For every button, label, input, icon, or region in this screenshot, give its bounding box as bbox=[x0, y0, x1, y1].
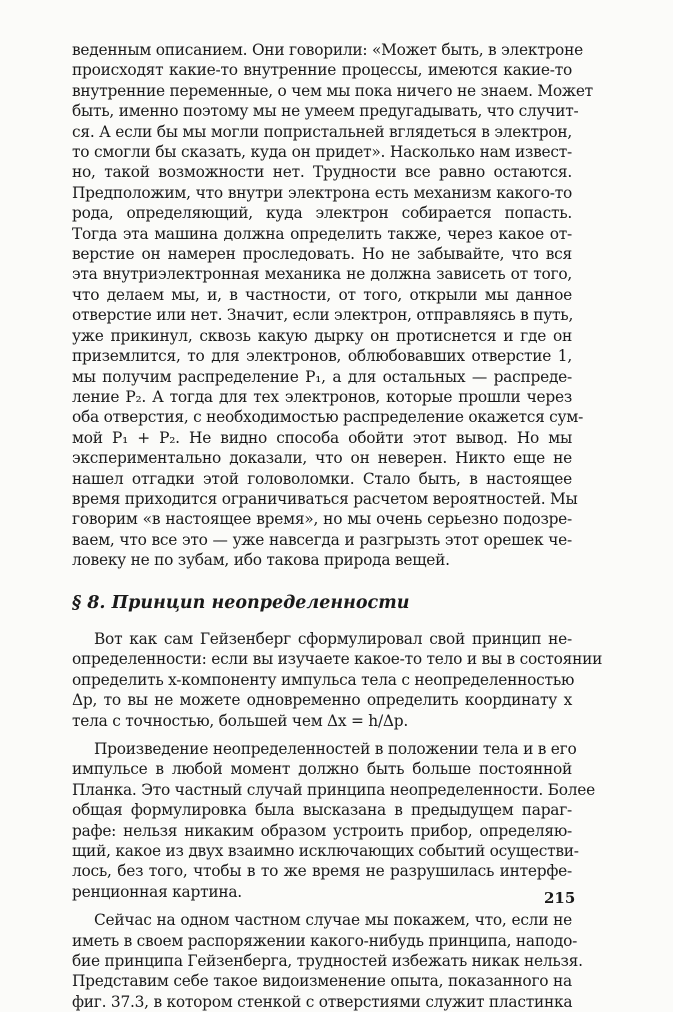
text-line: приземлится, то для электронов, облюбовавших отверстие 1, bbox=[72, 347, 572, 366]
paragraph-3 bbox=[72, 739, 595, 902]
text-line: ся. А если бы мы могли попристальней вглядеться в электрон, bbox=[72, 122, 572, 141]
text-line: Тогда эта машина должна определить также, через какое от- bbox=[72, 224, 572, 243]
text-line: что делаем мы, и, в частности, от того, открыли мы данное bbox=[72, 285, 572, 304]
text-line: Произведение неопределенностей в положении тела и в его bbox=[94, 740, 577, 758]
text-line: эта внутриэлектронная механика не должна зависеть от того, bbox=[72, 265, 572, 284]
paragraph-2 bbox=[72, 629, 603, 731]
text-line: ваем, что все это — уже навсегда и разгрызть этот орешек че- bbox=[72, 530, 572, 549]
text-line: Предположим, что внутри электрона есть механизм какого-то bbox=[72, 183, 572, 202]
text-line: Представим себе такое видоизменение опыта, показанного на bbox=[72, 972, 572, 991]
text-line: экспериментально доказали, что он неверен. Никто еще не bbox=[72, 449, 572, 468]
text-line: мы получим распределение P₁, а для остальных — распреде- bbox=[72, 367, 572, 386]
text-line: рафе: нельзя никаким образом устроить прибор, определяю- bbox=[72, 821, 572, 840]
text-line: фиг. 37.3, в котором стенкой с отверстиями служит пластинка bbox=[72, 992, 573, 1011]
text-line: то смогли бы сказать, куда он придет». Насколько нам извест- bbox=[72, 143, 572, 162]
text-line: Вот как сам Гейзенберг сформулировал свой принцип не- bbox=[94, 629, 572, 648]
text-line: Сейчас на одном частном случае мы покажем, что, если не bbox=[94, 911, 572, 930]
text-line: щий, какое из двух взаимно исключающих событий осуществи- bbox=[72, 842, 579, 861]
text-line: общая формулировка была высказана в предыдущем параг- bbox=[72, 801, 572, 820]
text-line: определить x-компоненту импульса тела с неопределенностью bbox=[72, 670, 575, 689]
text-line: бие принципа Гейзенберга, трудностей избежать никак нельзя. bbox=[72, 952, 583, 971]
text-line: иметь в своем распоряжении какого-нибудь принципа, наподо- bbox=[72, 931, 578, 950]
section-heading: § 8. Принцип неопределенности bbox=[72, 592, 410, 613]
text-line: время приходится ограничиваться расчетом вероятностей. Мы bbox=[72, 489, 578, 508]
text-line: мой P₁ + P₂. Не видно способа обойти этот вывод. Но мы bbox=[72, 428, 572, 447]
paragraph-1 bbox=[72, 40, 593, 571]
text-line: но, такой возможности нет. Трудности все равно остаются. bbox=[72, 163, 572, 182]
paragraph-4 bbox=[72, 910, 583, 1012]
text-line: импульсе в любой момент должно быть больше постоянной bbox=[72, 760, 572, 779]
text-line: тела с точностью, большей чем Δx = h/Δp. bbox=[72, 711, 408, 730]
text-line: рода, определяющий, куда электрон собирается попасть. bbox=[72, 204, 572, 223]
text-line: оба отверстия, с необходимостью распределение окажется сум- bbox=[72, 408, 584, 427]
text-line: уже прикинул, сквозь какую дырку он протиснется и где он bbox=[72, 326, 572, 345]
text-block bbox=[72, 40, 603, 1012]
text-line: отверстие или нет. Значит, если электрон, отправляясь в путь, bbox=[72, 306, 574, 325]
text-line: веденным описанием. Они говорили: «Может быть, в электроне bbox=[72, 41, 583, 59]
text-line: происходят какие-то внутренние процессы, имеются какие-то bbox=[72, 61, 572, 80]
text-line: внутренние переменные, о чем мы пока ничего не знаем. Может bbox=[72, 81, 593, 100]
text-line: Δp, то вы не можете одновременно определить координату x bbox=[72, 691, 572, 710]
page-number: 215 bbox=[544, 889, 576, 907]
text-line: Планка. Это частный случай принципа неопределенности. Более bbox=[72, 780, 595, 799]
text-line: верстие он намерен проследовать. Но не забывайте, что вся bbox=[72, 245, 572, 264]
text-line: говорим «в настоящее время», но мы очень серьезно подозре- bbox=[72, 510, 572, 529]
text-line: ловеку не по зубам, ибо такова природа вещей. bbox=[72, 551, 450, 570]
text-line: лось, без того, чтобы в то же время не разрушилась интерфе- bbox=[72, 862, 572, 881]
text-line: определенности: если вы изучаете какое-то тело и вы в состоянии bbox=[72, 650, 603, 669]
text-line: нашел отгадки этой головоломки. Стало быть, в настоящее bbox=[72, 469, 572, 488]
text-line: быть, именно поэтому мы не умеем предугадывать, что случит- bbox=[72, 102, 579, 121]
text-line: ренционная картина. bbox=[72, 882, 242, 901]
text-line: ление P₂. А тогда для тех электронов, которые прошли через bbox=[72, 387, 572, 406]
